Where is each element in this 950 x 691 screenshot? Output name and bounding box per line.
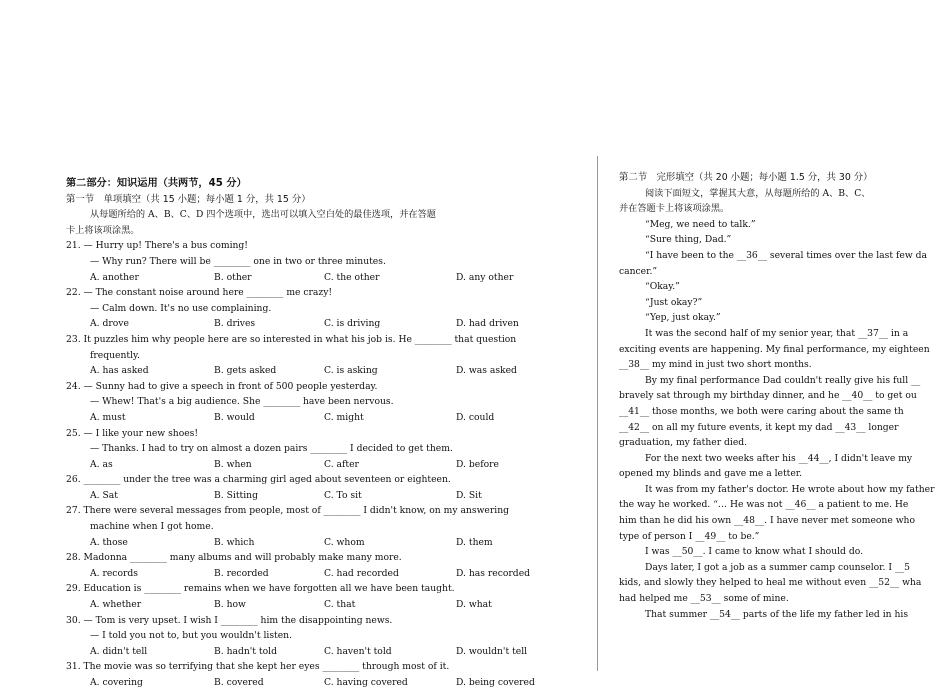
option-c: C. the other — [324, 271, 380, 283]
question-22 — [66, 285, 586, 332]
passage-line: graduation, my father died. — [619, 437, 748, 449]
option-a: A. has asked — [90, 365, 149, 377]
options-row — [66, 270, 586, 286]
option-d: D. them — [456, 536, 493, 548]
column-divider — [597, 156, 598, 671]
option-b: B. when — [214, 458, 252, 470]
question-stem: — Whew! That's a big audience. She ________ have been nervous. — [90, 396, 394, 408]
question-stem: 24. — Sunny had to give a speech in front of 500 people yesterday. — [66, 380, 378, 392]
instructions-line: 卡上将该项涂黑。 — [66, 224, 140, 236]
passage-line: exciting events are happening. My final performance, my eighteen — [619, 343, 930, 355]
passage-line: By my final performance Dad couldn't really give his full __ — [645, 374, 921, 386]
question-30 — [66, 613, 586, 660]
passage-line: cancer.” — [619, 265, 658, 277]
passage-line: opened my blinds and gave me a letter. — [619, 468, 803, 480]
question-stem: machine when I got home. — [90, 521, 214, 533]
option-d: D. what — [456, 599, 492, 611]
options-row — [66, 410, 586, 426]
option-b: B. covered — [214, 677, 264, 688]
option-c: C. had recorded — [324, 567, 399, 579]
option-a: A. whether — [90, 599, 142, 611]
option-b: B. gets asked — [214, 365, 277, 377]
passage-line: “Sure thing, Dad.” — [645, 234, 732, 246]
option-d: D. any other — [456, 271, 514, 283]
passage-line: It was from my father's doctor. He wrote about how my father — [645, 483, 935, 495]
option-c: C. is asking — [324, 365, 378, 377]
options-row — [66, 488, 586, 504]
option-c: C. after — [324, 458, 359, 470]
question-stem: 29. Education is ________ remains when we have forgotten all we have been taught. — [66, 583, 455, 595]
passage-line: “I have been to the __36__ several times over the last few da — [645, 249, 927, 261]
question-stem: 30. — Tom is very upset. I wish I ________ him the disappointing news. — [66, 614, 393, 626]
option-d: D. was asked — [456, 365, 517, 377]
options-row — [66, 535, 586, 551]
part-title: 第二部分：知识运用（共两节，45 分） — [66, 178, 247, 189]
passage-line: “Meg, we need to talk.” — [645, 218, 756, 230]
option-d: D. wouldn't tell — [456, 645, 528, 657]
passage-line: had helped me __53__ some of mine. — [619, 593, 789, 605]
options-row — [66, 363, 586, 379]
question-stem: 27. There were several messages from people, most of ________ I didn't know, on my answering — [66, 505, 509, 517]
section-title: 第一节 单项填空（共 15 小题；每小题 1 分，共 15 分） — [66, 193, 311, 205]
question-stem: 21. — Hurry up! There's a bus coming! — [66, 240, 248, 252]
option-c: C. haven't told — [324, 645, 392, 657]
option-b: B. recorded — [214, 567, 269, 579]
instructions-line: 阅读下面短文，掌握其大意，从每题所给的 A、B、C、 — [645, 187, 871, 199]
question-stem: 23. It puzzles him why people here are so interested in what his job is. He ________ that question — [66, 333, 517, 345]
passage-line: It was the second half of my senior year, that __37__ in a — [645, 327, 909, 339]
option-a: A. must — [90, 411, 126, 423]
question-25 — [66, 426, 586, 473]
question-stem: 26. ________ under the tree was a charming girl aged about seventeen or eighteen. — [66, 474, 451, 486]
question-stem: frequently. — [90, 349, 140, 361]
option-b: B. which — [214, 536, 255, 548]
options-row — [66, 597, 586, 613]
option-d: D. Sit — [456, 489, 482, 501]
right-column — [619, 170, 950, 622]
passage-line: Days later, I got a job as a summer camp counselor. I __5 — [645, 561, 910, 573]
passage-line: “Okay.” — [645, 281, 680, 293]
question-29 — [66, 581, 586, 612]
passage-line: “Yep, just okay.” — [645, 312, 721, 324]
question-stem: 22. — The constant noise around here ________ me crazy! — [66, 287, 333, 299]
instructions-line: 从每题所给的 A、B、C、D 四个选项中，选出可以填入空白处的最佳选项，并在答题 — [90, 209, 436, 221]
options-row — [66, 675, 586, 691]
option-b: B. hadn't told — [214, 645, 277, 657]
option-a: A. another — [90, 271, 139, 283]
option-c: C. might — [324, 411, 364, 423]
instructions-line: 并在答题卡上将该项涂黑。 — [619, 203, 730, 215]
question-stem: 25. — I like your new shoes! — [66, 427, 199, 439]
options-row — [66, 457, 586, 473]
option-b: B. drives — [214, 318, 256, 330]
section-title: 第二节 完形填空（共 20 小题；每小题 1.5 分，共 30 分） — [619, 172, 873, 183]
option-a: A. drove — [90, 318, 129, 330]
passage-line: That summer __54__ parts of the life my father led in his — [645, 608, 909, 620]
passage-line: bravely sat through my birthday dinner, and he __40__ to get ou — [619, 390, 917, 402]
question-stem: 28. Madonna ________ many albums and will probably make many more. — [66, 552, 402, 564]
question-stem: — I told you not to, but you wouldn't listen. — [90, 630, 293, 642]
option-d: D. could — [456, 411, 495, 423]
option-c: C. that — [324, 599, 356, 611]
question-stem: 31. The movie was so terrifying that she kept her eyes ________ through most of it. — [66, 661, 450, 673]
passage-line: __38__ my mind in just two short months. — [619, 359, 812, 371]
passage-line: “Just okay?” — [645, 296, 703, 308]
passage-line: him than he did his own __48__. I have never met someone who — [619, 515, 916, 527]
option-b: B. other — [214, 271, 252, 283]
question-26 — [66, 472, 586, 503]
options-row — [66, 644, 586, 660]
option-b: B. would — [214, 411, 255, 423]
options-row — [66, 316, 586, 332]
question-21 — [66, 238, 586, 285]
option-a: A. records — [90, 567, 138, 579]
option-a: A. didn't tell — [90, 645, 148, 657]
question-23 — [66, 332, 586, 379]
option-d: D. had driven — [456, 318, 519, 330]
question-stem: — Thanks. I had to try on almost a dozen pairs ________ I decided to get them. — [90, 443, 453, 455]
option-a: A. as — [90, 458, 113, 470]
question-stem: — Calm down. It's no use complaining. — [90, 302, 272, 314]
left-column — [66, 176, 586, 691]
option-a: A. covering — [90, 677, 143, 688]
option-d: D. being covered — [456, 677, 535, 688]
question-28 — [66, 550, 586, 581]
passage-line: type of person I __49__ to be.” — [619, 530, 760, 542]
option-c: C. whom — [324, 536, 365, 548]
passage-line: the way he worked. “… He was not __46__ a patient to me. He — [619, 499, 909, 511]
option-b: B. Sitting — [214, 489, 258, 501]
option-c: C. having covered — [324, 677, 408, 688]
passage-line: kids, and slowly they helped to heal me without even __52__ wha — [619, 577, 922, 589]
passage-line: __41__ those months, we both were caring about the same th — [619, 405, 904, 417]
passage-line: __42__ on all my future events, it kept my dad __43__ longer — [619, 421, 899, 433]
question-stem: — Why run? There will be ________ one in two or three minutes. — [90, 255, 386, 267]
question-27 — [66, 503, 586, 550]
option-a: A. those — [90, 536, 128, 548]
question-31 — [66, 659, 586, 690]
passage-line: For the next two weeks after his __44__, I didn't leave my — [645, 452, 913, 464]
question-24 — [66, 379, 586, 426]
passage-line: I was __50__. I came to know what I should do. — [645, 546, 864, 558]
option-d: D. has recorded — [456, 567, 531, 579]
option-a: A. Sat — [90, 489, 118, 501]
option-d: D. before — [456, 458, 499, 470]
option-c: C. To sit — [324, 489, 362, 501]
options-row — [66, 566, 586, 582]
option-b: B. how — [214, 599, 246, 611]
option-c: C. is driving — [324, 318, 381, 330]
